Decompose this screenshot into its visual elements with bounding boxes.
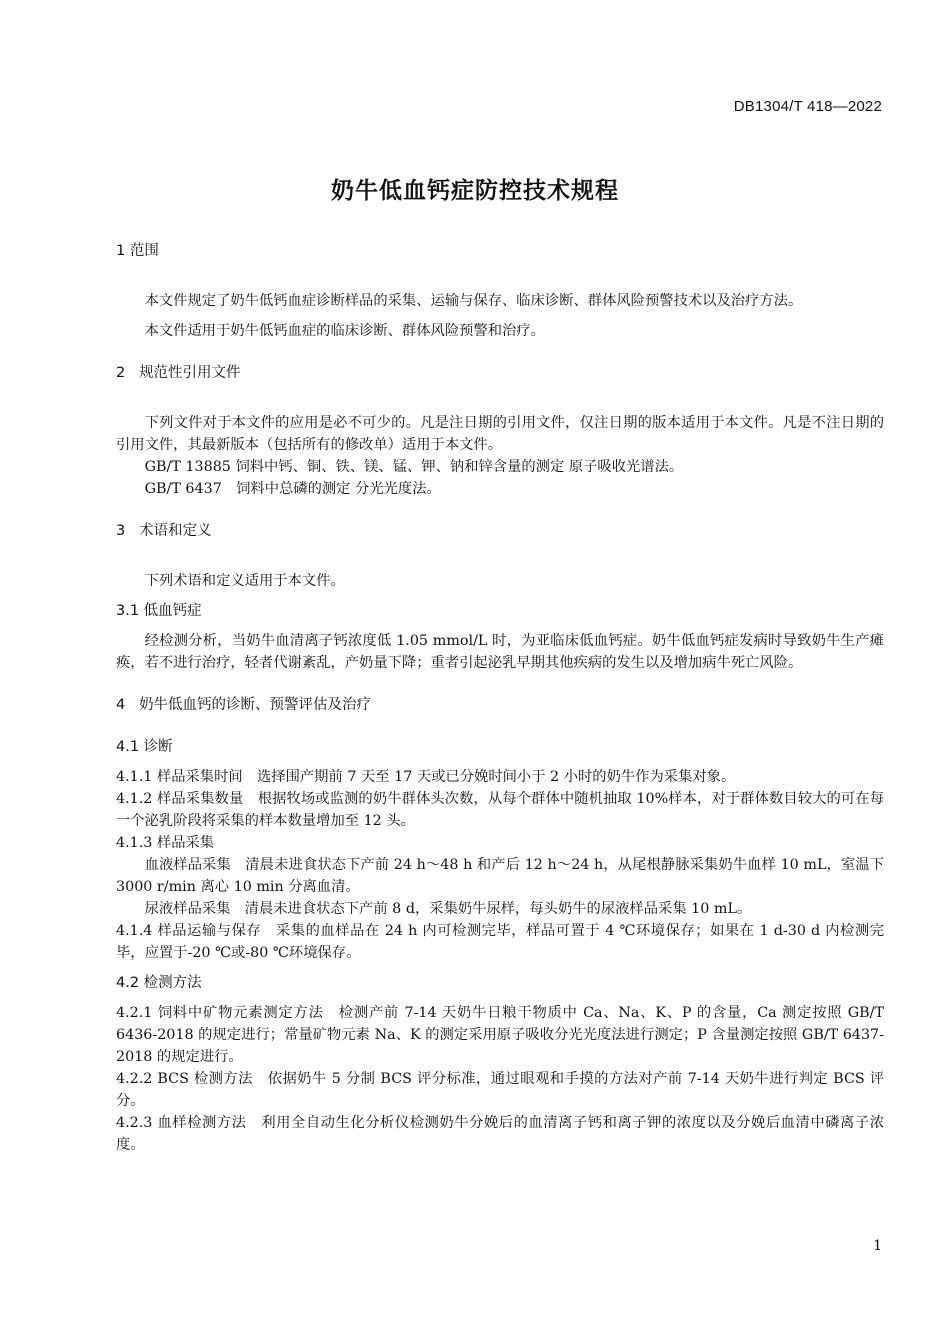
subsection-4-1-heading: 4.1 诊断 [116,739,173,755]
clause-4-2-1: 4.2.1 饲料中矿物元素测定方法 检测产前 7-14 天奶牛日粮干物质中 Ca、Na、K、P 的含量，Ca 测定按照 GB/T 6436-2018 的规定进行；常量矿物元素 Na、K 的测定采用原子吸收分光光度法进行测定；P 含量测定按照 GB/T 6437-2018 的规定进行。 [116,1005,884,1065]
subsection-4-2-heading: 4.2 检测方法 [116,975,202,991]
document-title: 奶牛低血钙症防控技术规程 [331,178,619,204]
section-title: 规范性引用文件 [139,365,241,381]
section-title: 术语和定义 [139,523,212,539]
paragraph: 下列文件对于本文件的应用是必不可少的。凡是注日期的引用文件，仅注日期的版本适用于本文件。凡是不注日期的引用文件，其最新版本（包括所有的修改单）适用于本文件。 [116,415,884,453]
clause-4-2-3: 4.2.3 血样检测方法 利用全自动生化分析仪检测奶牛分娩后的血清离子钙和离子钾的浓度以及分娩后血清中磷离子浓度。 [116,1115,884,1153]
urine-sampling-paragraph: 尿液样品采集 清晨未进食状态下产前 8 d，采集奶牛尿样，每头奶牛的尿液样品采集 10 mL。 [144,901,752,917]
blood-sampling-paragraph: 血液样品采集 清晨未进食状态下产前 24 h～48 h 和产后 12 h～24 h，从尾根静脉采集奶牛血样 10 mL，室温下 3000 r/min 离心 10 min 分离血清。 [116,857,884,895]
document-body [116,240,884,1156]
clause-4-1-1: 4.1.1 样品采集时间 选择围产期前 7 天至 17 天或已分娩时间小于 2 小时的奶牛作为采集对象。 [116,769,736,785]
paragraph: 本文件规定了奶牛低钙血症诊断样品的采集、运输与保存、临床诊断、群体风险预警技术以及治疗方法。 [144,293,803,309]
section-4-heading [116,694,884,716]
section-number: 1 [116,243,126,259]
paragraph: 本文件适用于奶牛低钙血症的临床诊断、群体风险预警和治疗。 [144,323,545,339]
clause-4-1-2: 4.1.2 样品采集数量 根据牧场或监测的奶牛群体头次数，从每个群体中随机抽取 10%样本，对于群体数目较大的可在每一个泌乳阶段将采集的样本数量增加至 12 头。 [116,791,884,829]
page-number: 1 [873,1238,882,1254]
section-number: 4 [116,697,126,713]
section-number: 3 [116,523,126,539]
section-3-heading [116,520,884,542]
reference-item: GB/T 13885 饲料中钙、铜、铁、镁、锰、钾、钠和锌含量的测定 原子吸收光谱法。 [144,459,684,475]
section-1-heading [116,240,884,262]
section-title: 范围 [129,243,159,259]
paragraph: 下列术语和定义适用于本文件。 [144,573,345,589]
clause-4-2-2: 4.2.2 BCS 检测方法 依据奶牛 5 分制 BCS 评分标准，通过眼观和手摸的方法对产前 7-14 天奶牛进行判定 BCS 评分。 [116,1071,884,1109]
section-2-heading [116,362,884,384]
clause-4-1-4: 4.1.4 样品运输与保存 采集的血样品在 24 h 内可检测完毕，样品可置于 4 ℃环境保存；如果在 1 d-30 d 内检测完毕，应置于-20 ℃或-80 ℃环境保存。 [116,923,884,961]
section-number: 2 [116,365,126,381]
section-title: 奶牛低血钙的诊断、预警评估及治疗 [139,697,372,713]
subsection-3-1-heading: 3.1 低血钙症 [116,603,202,619]
standard-number: DB1304/T 418—2022 [733,98,882,115]
clause-4-1-3: 4.1.3 样品采集 [116,835,215,851]
paragraph: 经检测分析，当奶牛血清离子钙浓度低 1.05 mmol/L 时，为亚临床低血钙症。奶牛低血钙症发病时导致奶牛生产瘫痪，若不进行治疗，轻者代谢紊乱，产奶量下降；重者引起泌乳早期其他疾病的发生以及增加病牛死亡风险。 [116,633,884,671]
reference-item: GB/T 6437 饲料中总磷的测定 分光光度法。 [144,481,441,497]
